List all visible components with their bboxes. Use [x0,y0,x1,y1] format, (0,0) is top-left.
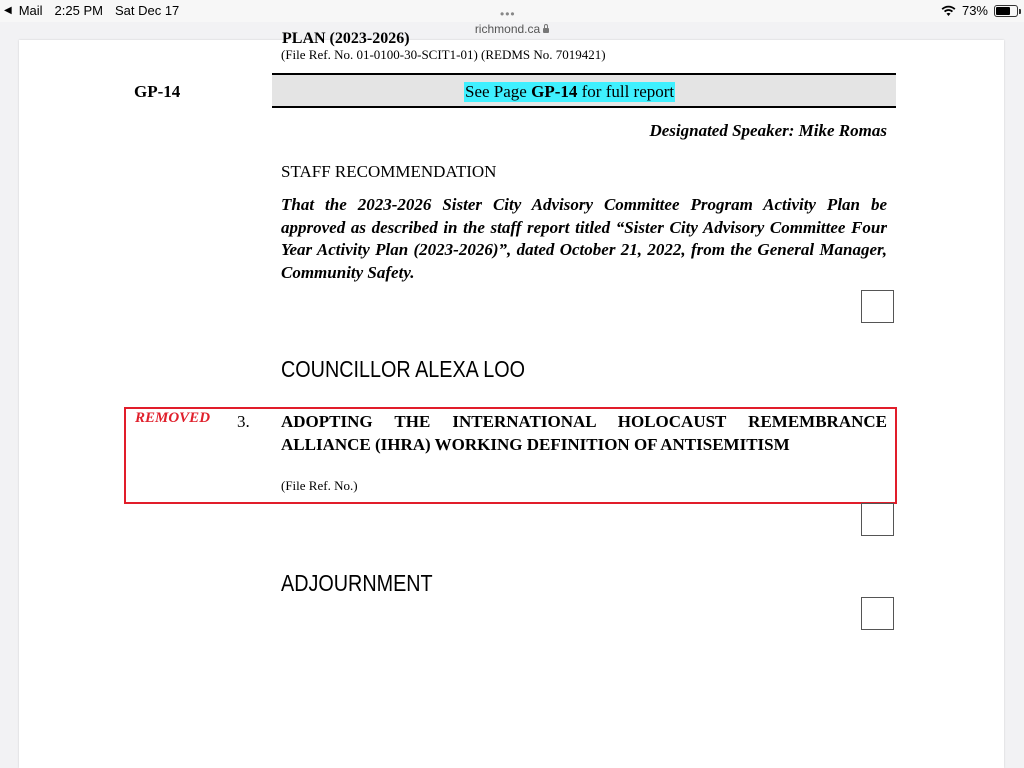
document-page [19,30,1004,768]
battery-percent: 73% [961,3,988,18]
url-field[interactable] [0,22,1024,36]
file-reference: (File Ref. No. 01-0100-30-SCIT1-01) (REDMS No. 7019421) [281,47,606,62]
see-page-suffix[interactable]: for full report [577,82,675,101]
status-date: Sat Dec 17 [114,3,180,18]
wifi-icon [941,5,956,17]
status-bar-left [4,3,179,18]
back-app-label[interactable]: Mail [18,3,43,18]
see-page-link[interactable] [464,82,675,102]
removed-item-file-reference: (File Ref. No.) [281,478,358,493]
status-bar-right [941,3,1018,18]
lock-icon [543,28,549,33]
removed-label: REMOVED [135,410,211,426]
agenda-checkbox-3[interactable] [861,597,894,630]
agenda-checkbox-2[interactable] [861,503,894,536]
battery-icon [994,5,1018,17]
staff-recommendation-heading: STAFF RECOMMENDATION [281,162,497,181]
see-page-prefix[interactable]: See Page [465,82,532,101]
councillor-heading: COUNCILLOR ALEXA LOO [281,356,526,382]
more-dots-icon[interactable]: ••• [500,7,516,21]
item-number: 3. [237,412,250,431]
status-time: 2:25 PM [54,3,103,18]
report-link-box [272,73,896,108]
item-title-clipped: PLAN (2023-2026) [282,30,410,47]
url-text[interactable]: richmond.ca [474,22,541,36]
adjournment-heading: ADJOURNMENT [281,570,433,596]
designated-speaker: Designated Speaker: Mike Romas [649,121,887,140]
battery-level [996,7,1010,15]
back-arrow-icon[interactable]: ◀ [4,5,12,16]
see-page-code[interactable]: GP-14 [531,82,578,101]
staff-recommendation-text: That the 2023-2026 Sister City Advisory Committee Program Activity Plan be approved as described in the staff report titled “Sister City Advisory Committee Four Year Activity Plan (2023-2026)”, dated October 21, 2022, from the General Manager, Community Safety. [281,195,887,282]
status-bar [0,0,1024,22]
agenda-checkbox-1[interactable] [861,290,894,323]
report-code: GP-14 [134,82,181,101]
removed-item-title: ADOPTING THE INTERNATIONAL HOLOCAUST REMEMBRANCE ALLIANCE (IHRA) WORKING DEFINITION OF ANTISEMITISM [281,412,887,454]
